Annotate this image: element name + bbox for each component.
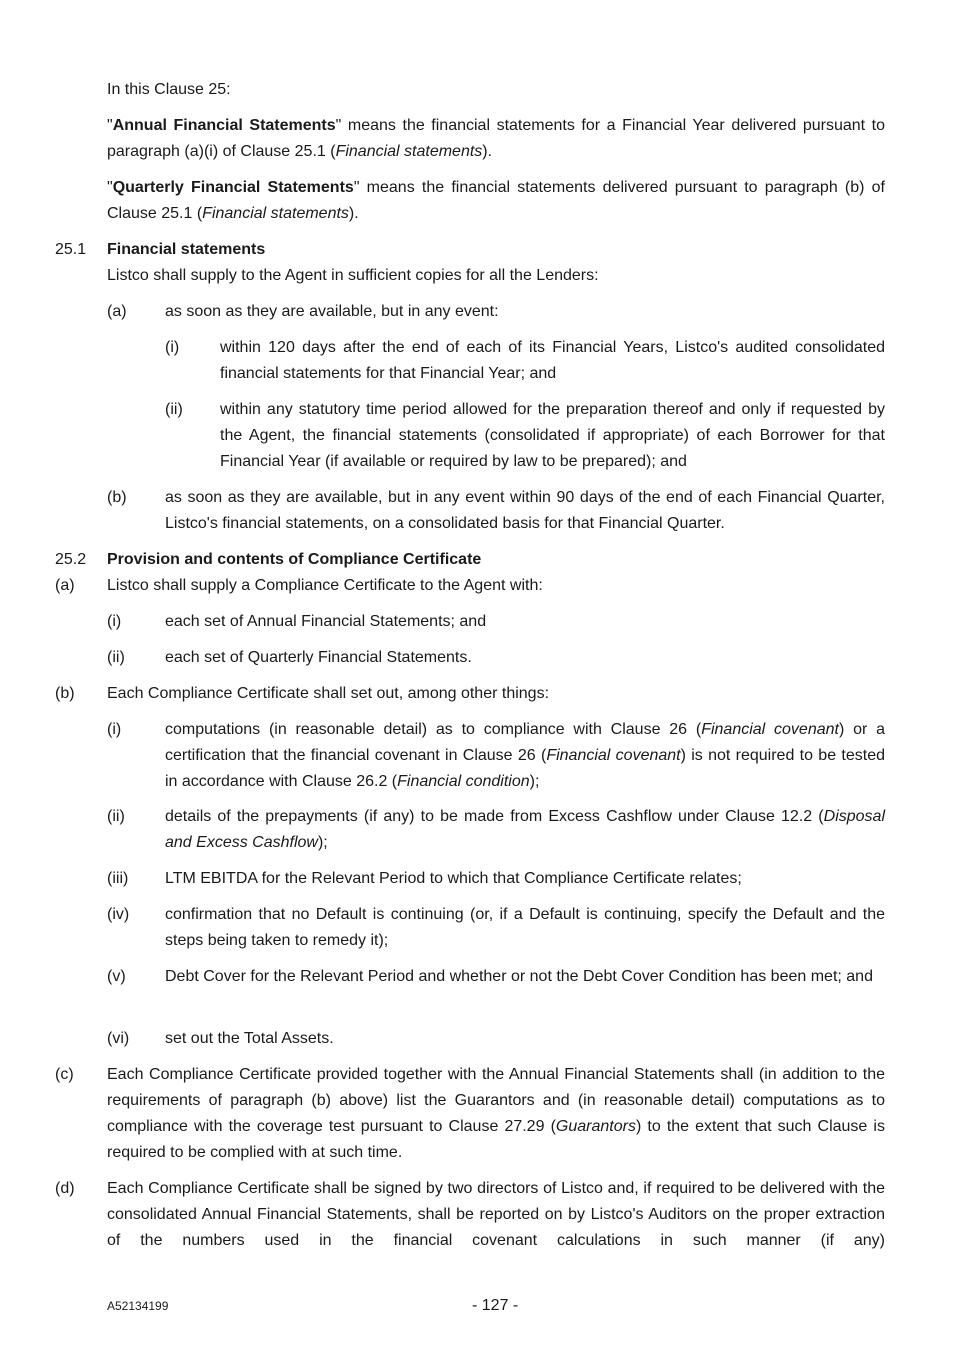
subparagraph-label: (ii) — [107, 649, 125, 666]
subparagraph-text: within 120 days after the end of each of its Financial Years, Listco's audited consolidated financial statements for that Financial Year; and — [220, 339, 885, 382]
subparagraph-text: each set of Quarterly Financial Statements. — [165, 649, 472, 666]
subparagraph-label: (vi) — [107, 1030, 130, 1047]
definition-annual-financial-statements: "Annual Financial Statements" means the financial statements for a Financial Year delivered pursuant to paragraph (a)(i) of Clause 25.1 (Financial statements). — [107, 117, 886, 160]
paragraph-label: (b) — [55, 685, 75, 702]
subparagraph-label: (i) — [107, 721, 122, 738]
subparagraph-text: Debt Cover for the Relevant Period and whether or not the Debt Cover Condition has been met; and — [165, 968, 873, 985]
clause-number: 25.2 — [55, 551, 87, 568]
paragraph-label: (b) — [107, 489, 127, 506]
subparagraph-label: (ii) — [165, 401, 183, 418]
paragraph-text: as soon as they are available, but in any event within 90 days of the end of each Financial Quarter, Listco's financial statements, on a consolidated basis for that Financial Quarter. — [165, 489, 885, 532]
subparagraph-text: confirmation that no Default is continuing (or, if a Default is continuing, specify the Default and the steps being taken to remedy it); — [165, 906, 885, 949]
subparagraph-label: (iii) — [107, 870, 129, 887]
clause-number: 25.1 — [55, 241, 87, 258]
paragraph-label: (a) — [107, 303, 127, 320]
defined-term: Quarterly Financial Statements — [112, 179, 354, 196]
subparagraph-label: (v) — [107, 968, 126, 985]
paragraph-label: (c) — [55, 1066, 74, 1083]
paragraph-text: Listco shall supply a Compliance Certificate to the Agent with: — [107, 577, 543, 594]
subparagraph-label: (i) — [165, 339, 180, 356]
intro-text: In this Clause 25: — [107, 81, 231, 98]
defined-term: Annual Financial Statements — [112, 117, 336, 134]
subparagraph-text: LTM EBITDA for the Relevant Period to which that Compliance Certificate relates; — [165, 870, 742, 887]
subparagraph-text: details of the prepayments (if any) to be made from Excess Cashflow under Clause 12.2 (Disposal and Excess Cashflow); — [165, 808, 885, 851]
clause-lead-text: Listco shall supply to the Agent in sufficient copies for all the Lenders: — [107, 267, 599, 284]
paragraph-label: (d) — [55, 1180, 75, 1197]
subparagraph-label: (i) — [107, 613, 122, 630]
paragraph-text: Each Compliance Certificate shall set out, among other things: — [107, 685, 550, 702]
paragraph-text: as soon as they are available, but in any event: — [165, 303, 499, 320]
paragraph-label: (a) — [55, 577, 75, 594]
paragraph-text: Each Compliance Certificate provided together with the Annual Financial Statements shall (in addition to the requirements of paragraph (b) above) list the Guarantors and (in reasonable detail) computations as to compliance with the coverage test pursuant to Clause 27.29 (Guarantors) to the extent that such Clause is required to be complied with at such time. — [107, 1066, 885, 1161]
clause-heading: Provision and contents of Compliance Certificate — [107, 551, 482, 568]
subparagraph-text: each set of Annual Financial Statements; and — [165, 613, 487, 630]
page-number: - 127 - — [472, 1297, 519, 1314]
document-reference: A52134199 — [107, 1299, 169, 1313]
subparagraph-text: computations (in reasonable detail) as to compliance with Clause 26 (Financial covenant) or a certification that the financial covenant in Clause 26 (Financial covenant) is not required to be tested in accordance with Clause 26.2 (Financial condition); — [165, 721, 886, 790]
subparagraph-text: within any statutory time period allowed for the preparation thereof and only if requested by the Agent, the financial statements (consolidated if appropriate) of each Borrower for that Financial Year (if available or required by law to be prepared); and — [220, 401, 885, 470]
definition-quarterly-financial-statements: "Quarterly Financial Statements" means the financial statements delivered pursuant to paragraph (b) of Clause 25.1 (Financial statements). — [107, 179, 885, 222]
subparagraph-text: set out the Total Assets. — [165, 1030, 334, 1047]
subparagraph-label: (ii) — [107, 808, 125, 825]
paragraph-text: Each Compliance Certificate shall be signed by two directors of Listco and, if required to be delivered with the consolidated Annual Financial Statements, shall be reported on by Listco's Auditors on the proper extraction of the numbers used in the financial covenant calculations in such manner (if any) — [107, 1180, 885, 1249]
subparagraph-label: (iv) — [107, 906, 130, 923]
clause-heading: Financial statements — [107, 241, 266, 258]
